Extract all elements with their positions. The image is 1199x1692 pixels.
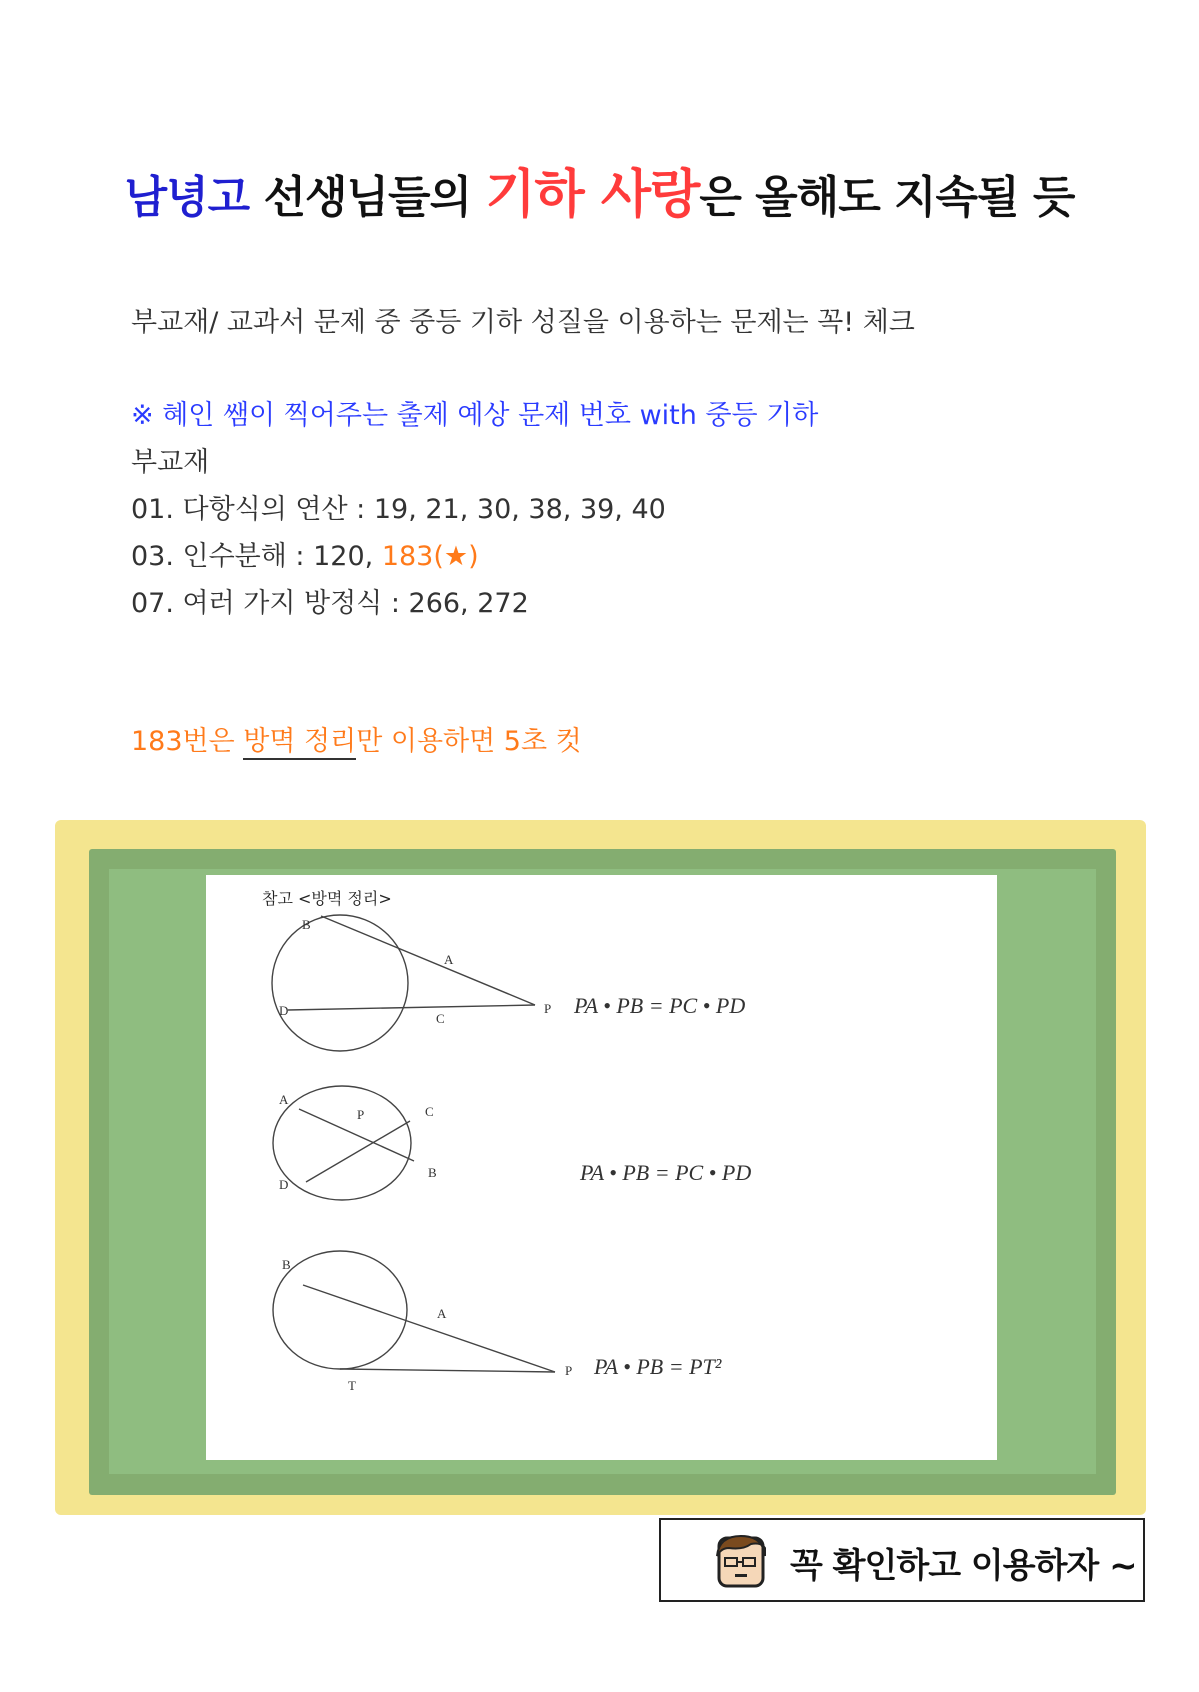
point-label: D xyxy=(279,1177,289,1192)
point-label: C xyxy=(425,1104,434,1119)
list-item xyxy=(131,534,479,573)
formula-3: PA • PB = PT² xyxy=(594,1354,722,1379)
intro-text: 부교재/ 교과서 문제 중 중등 기하 성질을 이용하는 문제는 꼭! 체크 xyxy=(131,307,915,338)
title-highlight: 기하 사랑 xyxy=(485,165,700,225)
tip-pre: 183번은 xyxy=(131,726,244,757)
figure-tangent-secant xyxy=(273,1251,555,1372)
point-label: T xyxy=(348,1378,356,1393)
list-item: 01. 다항식의 연산 : 19, 21, 30, 38, 39, 40 xyxy=(131,494,666,525)
list-item: 07. 여러 가지 방정식 : 266, 272 xyxy=(131,588,529,619)
title-text: 선생님들의 xyxy=(249,172,486,223)
tip-post: 만 이용하면 5초 컷 xyxy=(356,726,582,757)
reminder-text: 꼭 확인하고 이용하자 ~ xyxy=(790,1546,1137,1586)
tip-underlined: 방멱 정리 xyxy=(243,726,356,760)
power-of-point-diagram xyxy=(206,875,997,1460)
figure-caption: 참고 <방멱 정리> xyxy=(262,889,392,908)
notice-text: ※ 혜인 쌤이 찍어주는 출제 예상 문제 번호 with 중등 기하 xyxy=(131,400,819,431)
figure-panel xyxy=(206,875,997,1460)
point-label: P xyxy=(565,1363,573,1378)
list-item-label: 03. 인수분해 : 120, xyxy=(131,541,382,572)
page-title xyxy=(0,152,1199,227)
title-school: 남녕고 xyxy=(124,172,250,223)
point-label: A xyxy=(444,952,454,967)
point-label: P xyxy=(544,1001,552,1016)
tip-text xyxy=(131,719,582,758)
figure-secant-secant xyxy=(272,915,535,1051)
point-label: B xyxy=(428,1165,437,1180)
student-face-icon xyxy=(711,1532,771,1592)
figure-intersecting-chords xyxy=(273,1086,414,1200)
point-label: A xyxy=(437,1306,447,1321)
list-item-highlight: 183(★) xyxy=(381,541,479,572)
reminder-box xyxy=(659,1518,1145,1602)
formula-2: PA • PB = PC • PD xyxy=(580,1160,752,1185)
point-label: D xyxy=(279,1003,289,1018)
section-label: 부교재 xyxy=(131,447,210,478)
title-text-end: 은 올해도 지속될 듯 xyxy=(699,172,1075,223)
point-label: P xyxy=(357,1107,365,1122)
point-label: C xyxy=(436,1011,445,1026)
formula-1: PA • PB = PC • PD xyxy=(574,993,746,1018)
point-label: A xyxy=(279,1092,289,1107)
point-label: B xyxy=(302,917,311,932)
point-label: B xyxy=(282,1257,291,1272)
